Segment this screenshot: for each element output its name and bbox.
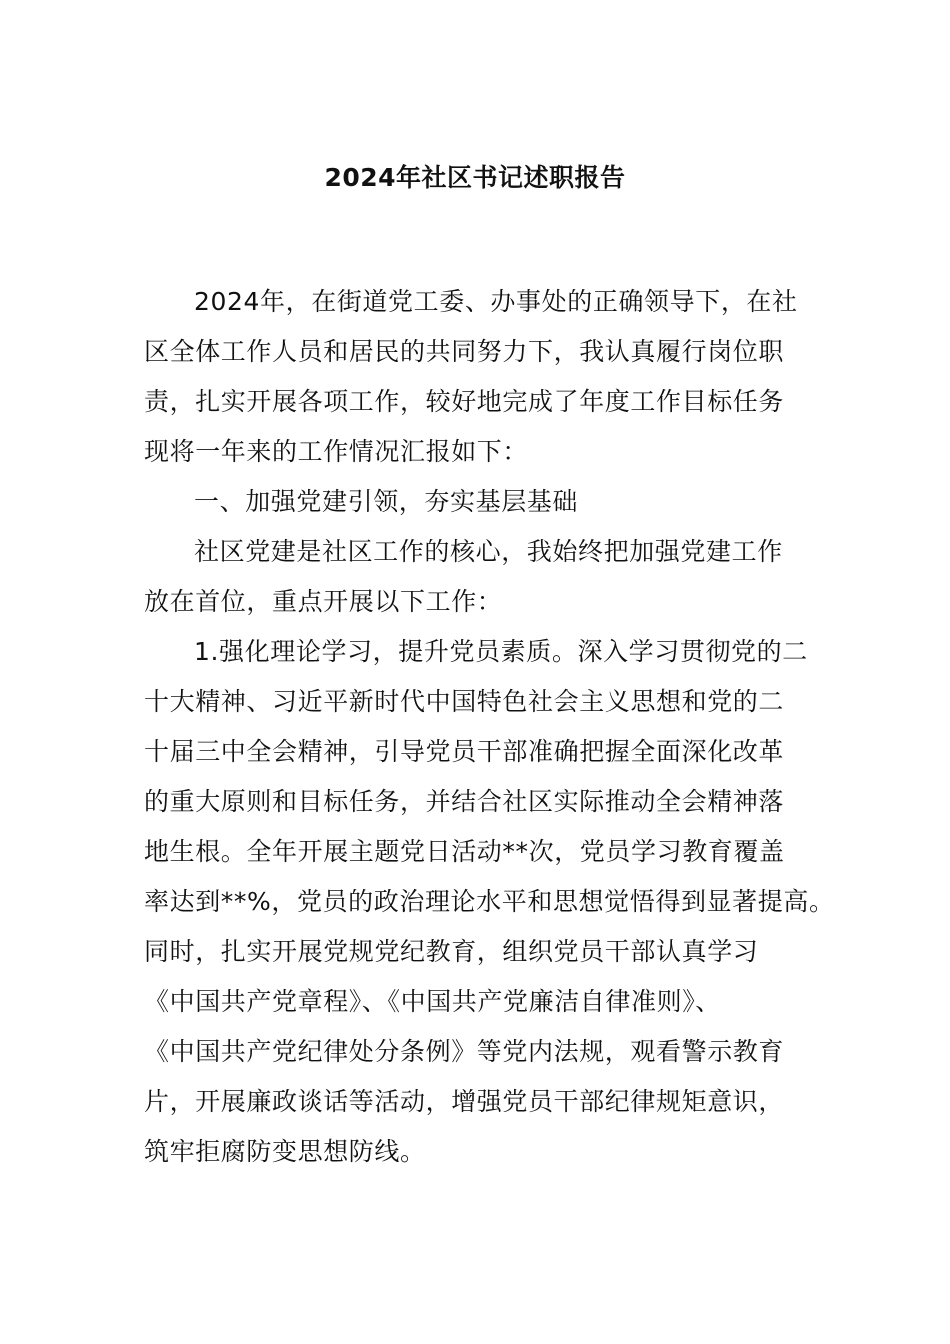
paragraph-line: 同时，扎实开展党规党纪教育，组织党员干部认真学习 (144, 937, 759, 966)
paragraph-line: 的重大原则和目标任务，并结合社区实际推动全会精神落 (144, 787, 785, 816)
paragraph-line: 1.强化理论学习，提升党员素质。深入学习贯彻党的二 (194, 637, 808, 666)
paragraph-line: 《中国共产党章程》、《中国共产党廉洁自律准则》、 (144, 987, 721, 1016)
paragraph-line: 地生根。全年开展主题党日活动**次，党员学习教育覆盖 (144, 837, 785, 866)
document-title: 2024年社区书记述职报告 (324, 163, 626, 192)
paragraph-line: 现将一年来的工作情况汇报如下： (144, 437, 529, 466)
paragraph-line: 责，扎实开展各项工作，较好地完成了年度工作目标任务 (144, 387, 785, 416)
paragraph-line: 2024年，在街道党工委、办事处的正确领导下，在社 (194, 287, 798, 316)
paragraph-line: 社区党建是社区工作的核心，我始终把加强党建工作 (194, 537, 783, 566)
paragraph-line: 率达到**%，党员的政治理论水平和思想觉悟得到显著提高。 (144, 887, 835, 916)
section-heading: 一、加强党建引领，夯实基层基础 (194, 487, 579, 516)
paragraph-line: 十届三中全会精神，引导党员干部准确把握全面深化改革 (144, 737, 785, 766)
paragraph-line: 筑牢拒腐防变思想防线。 (144, 1137, 426, 1166)
paragraph-line: 放在首位，重点开展以下工作： (144, 587, 503, 616)
paragraph-line: 十大精神、习近平新时代中国特色社会主义思想和党的二 (144, 687, 785, 716)
paragraph-line: 区全体工作人员和居民的共同努力下，我认真履行岗位职 (144, 337, 785, 366)
paragraph-line: 《中国共产党纪律处分条例》等党内法规，观看警示教育 (144, 1037, 785, 1066)
paragraph-line: 片，开展廉政谈话等活动，增强党员干部纪律规矩意识， (144, 1087, 785, 1116)
